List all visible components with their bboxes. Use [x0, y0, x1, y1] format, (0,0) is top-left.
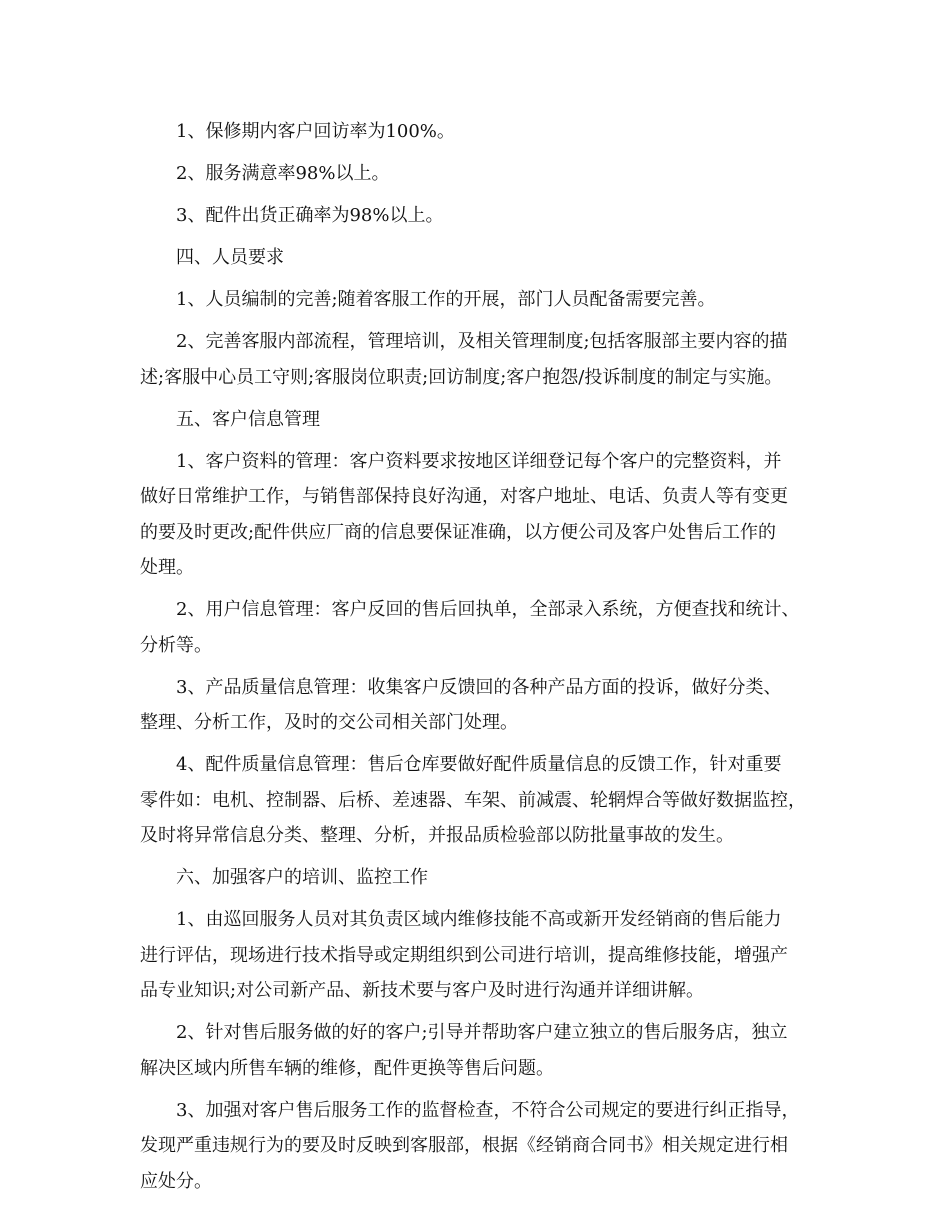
paragraph-line: 的要及时更改;配件供应厂商的信息要保证准确，以方便公司及客户处售后工作的	[140, 521, 777, 543]
paragraph	[140, 592, 830, 663]
paragraph	[140, 444, 830, 586]
paragraph-line: 五、客户信息管理	[176, 408, 320, 430]
paragraph-line: 2、完善客服内部流程，管理培训，及相关管理制度;包括客服部主要内容的描	[176, 331, 788, 352]
paragraph	[140, 747, 830, 854]
paragraph	[140, 860, 830, 896]
paragraph-line: 应处分。	[140, 1170, 212, 1192]
paragraph	[140, 282, 830, 318]
paragraph-line: 六、加强客户的培训、监控工作	[176, 867, 428, 888]
paragraph-line: 3、加强对客户售后服务工作的监督检查，不符合公司规定的要进行纠正指导，	[176, 1099, 800, 1121]
paragraph-line: 品专业知识;对公司新产品、新技术要与客户及时进行沟通并详细讲解。	[140, 980, 705, 1001]
paragraph	[140, 324, 830, 395]
paragraph-line: 零件如：电机、控制器、后桥、差速器、车架、前减震、轮辋焊合等做好数据监控，	[140, 789, 806, 811]
paragraph-line: 2、用户信息管理：客户反回的售后回执单，全部录入系统，方便查找和统计、	[176, 599, 800, 620]
paragraph-line: 解决区域内所售车辆的维修，配件更换等售后问题。	[140, 1057, 554, 1079]
paragraph	[140, 670, 830, 741]
paragraph	[140, 198, 830, 234]
paragraph	[140, 1015, 830, 1086]
paragraph-line: 3、产品质量信息管理：收集客户反馈回的各种产品方面的投诉，做好分类、	[176, 676, 782, 698]
paragraph-line: 1、由巡回服务人员对其负责区域内维修技能不高或新开发经销商的售后能力	[176, 909, 782, 930]
paragraph-line: 整理、分析工作，及时的交公司相关部门处理。	[140, 712, 518, 733]
paragraph	[140, 240, 830, 276]
paragraph	[140, 402, 830, 438]
paragraph-line: 进行评估，现场进行技术指导或定期组织到公司进行培训，提高维修技能，增强产	[140, 944, 788, 966]
paragraph-line: 做好日常维护工作，与销售部保持良好沟通，对客户地址、电话、负责人等有变更	[140, 486, 788, 507]
paragraph-line: 处理。	[140, 557, 194, 578]
paragraph-line: 分析等。	[140, 634, 212, 656]
paragraph-line: 4、配件质量信息管理：售后仓库要做好配件质量信息的反馈工作，针对重要	[176, 754, 782, 775]
paragraph-line: 述;客服中心员工守则;客服岗位职责;回访制度;客户抱怨/投诉制度的制定与实施。	[140, 366, 783, 388]
paragraph	[140, 114, 830, 150]
paragraph	[140, 1093, 830, 1200]
paragraph-line: 2、服务满意率98%以上。	[176, 163, 390, 184]
paragraph-line: 3、配件出货正确率为98%以上。	[176, 205, 444, 226]
paragraph-line: 发现严重违规行为的要及时反映到客服部，根据《经销商合同书》相关规定进行相	[140, 1135, 788, 1156]
paragraph-line: 四、人员要求	[176, 247, 284, 268]
paragraph-line: 1、保修期内客户回访率为100%。	[176, 121, 455, 142]
paragraph-line: 及时将异常信息分类、整理、分析，并报品质检验部以防批量事故的发生。	[140, 825, 734, 846]
paragraph	[140, 902, 830, 1009]
paragraph	[140, 156, 830, 192]
paragraph-line: 2、针对售后服务做的好的客户;引导并帮助客户建立独立的售后服务店，独立	[176, 1022, 788, 1043]
paragraph-line: 1、客户资料的管理：客户资料要求按地区详细登记每个客户的完整资料，并	[176, 450, 782, 472]
paragraph-line: 1、人员编制的完善;随着客服工作的开展，部门人员配备需要完善。	[176, 289, 716, 310]
document-page	[140, 114, 830, 1206]
